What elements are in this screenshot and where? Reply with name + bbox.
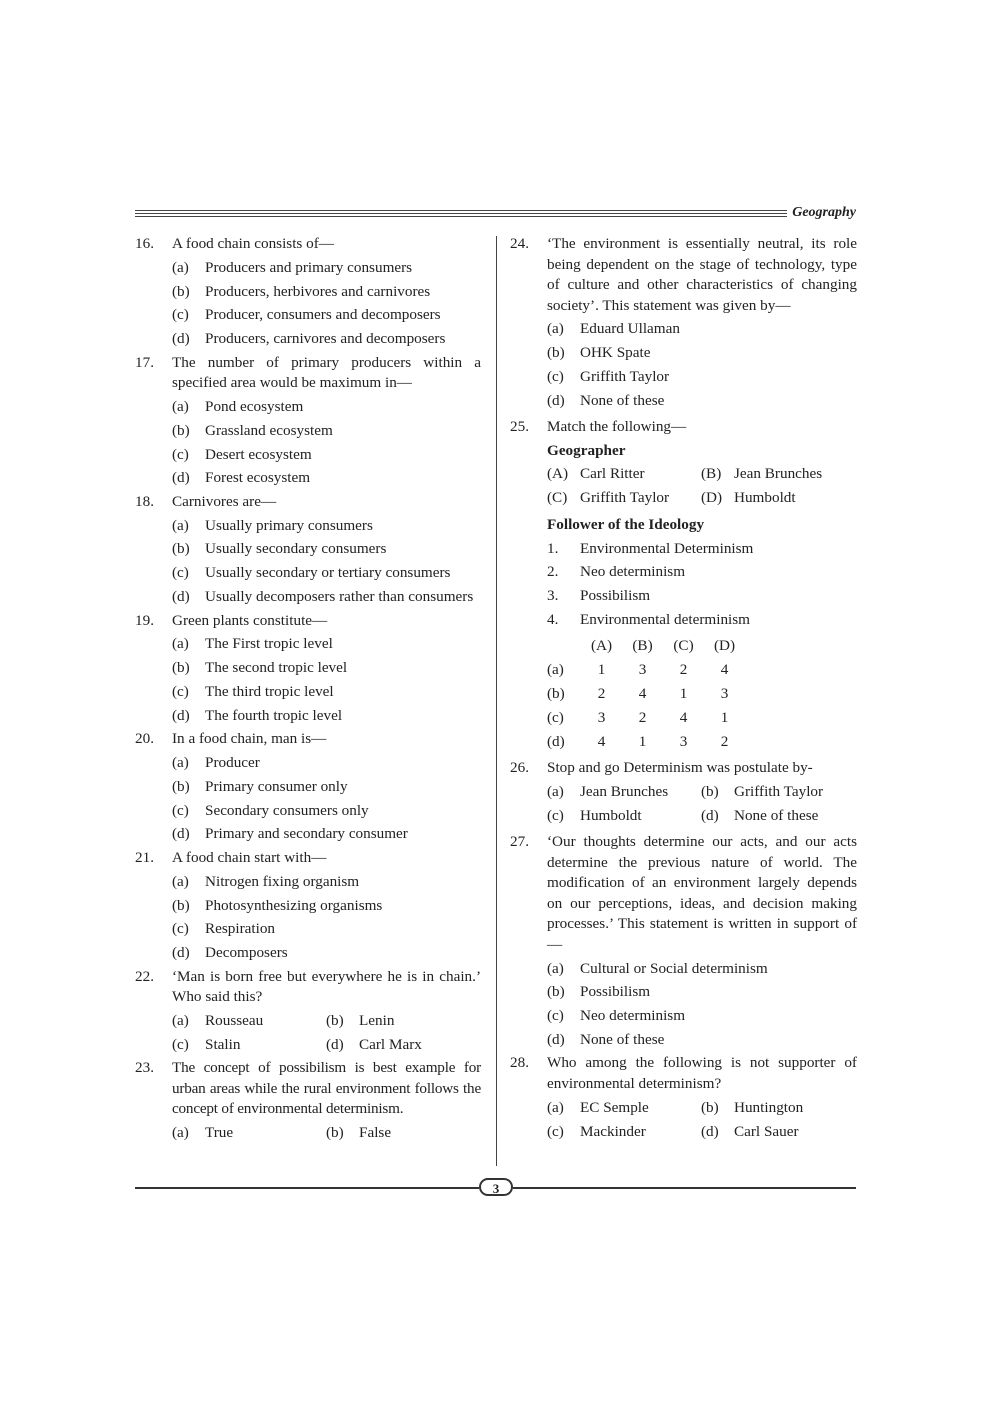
question-text: Who among the following is not supporter of environmental determinism? [547, 1054, 857, 1092]
question-text: ‘The environment is essentially neutral, its role being dependent on the stage of technology, type of culture and other characteristics of changing society’. This statement was given by— [547, 235, 857, 314]
question-text: The number of primary producers within a specified area would be maximum in— [172, 353, 481, 392]
option-item: (a) Producer [172, 753, 481, 774]
answer-cell: 4 [638, 685, 647, 703]
answer-cell: 3 [597, 708, 606, 726]
option-text: Eduard Ullaman [580, 320, 680, 338]
option-item: (d) Decomposers [172, 943, 481, 964]
question-text: Green plants constitute— [172, 611, 328, 629]
option-text: Producers, carnivores and decomposers [205, 330, 446, 348]
column-divider [496, 236, 497, 1166]
option-item: (b) Usually secondary consumers [172, 539, 481, 560]
option-text: Neo determinism [580, 563, 686, 581]
footer-rule-left [135, 1187, 479, 1189]
question-24: 24. ‘The environment is essentially neutral, its role being dependent on the stage of technology, type of culture and other characteristics of changing society’. This statement was given by— (a) Eduard Ullaman (b) OHK Spate (c) Griffith Taylor (d) None of these [510, 234, 857, 411]
answer-cell: 4 [679, 708, 688, 726]
option-item: (d) None of these [547, 391, 857, 412]
option-text: Lenin [359, 1011, 395, 1029]
question-17: 17. The number of primary producers within a specified area would be maximum in— (a) Pond ecosystem (b) Grassland ecosystem (c) Desert ecosystem (d) Forest ecosystem [135, 353, 481, 489]
ideology-item: 4. Environmental determinism [547, 610, 857, 631]
answer-cell: 4 [597, 732, 606, 750]
option-text: None of these [734, 806, 819, 824]
option-text: The First tropic level [205, 635, 333, 653]
option-item: (d) Producers, carnivores and decomposers [172, 329, 481, 350]
option-text: Nitrogen fixing organism [205, 872, 360, 890]
option-text: The second tropic level [205, 659, 348, 677]
option-item: (c) Secondary consumers only [172, 801, 481, 822]
option-text: Possibilism [580, 587, 651, 605]
option-item: (c) Desert ecosystem [172, 445, 481, 466]
question-25: 25. Match the following— Geographer (A) Carl Ritter (B) Jean Brunches (C) Griffith Taylor (D) Humboldt Follower of the Ideology 1. Environmental Determinism 2. Neo determinism 3. Possibilism 4. Environmental determinism (A) (B) (C) (D) (a) 1 3 2 4 (b) 2 4 1 3 (c) 3 2 4 1 (d) 4 1 3 2 [510, 417, 857, 752]
option-item: (b) Photosynthesizing organisms [172, 896, 481, 917]
option-text: Usually decomposers rather than consumers [205, 588, 474, 606]
option-text: Griffith Taylor [580, 489, 670, 507]
option-item: (a) Nitrogen fixing organism [172, 872, 481, 893]
option-item: (a) Cultural or Social determinism [547, 959, 857, 980]
option-text: Mackinder [580, 1122, 646, 1140]
ideology-heading: Follower of the Ideology [547, 515, 705, 533]
option-item: (b) OHK Spate [547, 343, 857, 364]
option-text: Carl Marx [359, 1035, 422, 1053]
page-number: 3 [479, 1178, 513, 1196]
option-item: (d) The fourth tropic level [172, 706, 481, 727]
option-item: (c) The third tropic level [172, 682, 481, 703]
option-text: Secondary consumers only [205, 801, 369, 819]
option-item: (a) Eduard Ullaman [547, 319, 857, 340]
option-text: Carl Sauer [734, 1122, 799, 1140]
option-item: (a) Usually primary consumers [172, 516, 481, 537]
option-text: Producers and primary consumers [205, 258, 413, 276]
option-text: Jean Brunches [580, 782, 669, 800]
question-text: ‘Man is born free but everywhere he is in chain.’ Who said this? [172, 967, 481, 1006]
question-16: 16. A food chain consists of— (a) Producers and primary consumers (b) Producers, herbivores and carnivores (c) Producer, consumers and decomposers (d) Producers, carnivores and decomposers [135, 234, 481, 350]
question-20: 20. In a food chain, man is— (a) Producer (b) Primary consumer only (c) Secondary consumers only (d) Primary and secondary consumer [135, 729, 481, 845]
option-text: Usually primary consumers [205, 516, 373, 534]
answer-cell: 2 [638, 708, 647, 726]
question-18: 18. Carnivores are— (a) Usually primary consumers (b) Usually secondary consumers (c) Usually secondary or tertiary consumers (d) Usually decomposers rather than consumers [135, 492, 481, 608]
ideology-item: 2. Neo determinism [547, 562, 857, 583]
question-27: 27. ‘Our thoughts determine our acts, and our acts determine the previous nature of world. The modification of an environment largely depends on our perceptions, ideas, and decision making processes.’ This statement is written in support of — (a) Cultural or Social determinism (b) Possibilism (c) Neo determinism (d) None of these [510, 832, 857, 1050]
option-text: Primary and secondary consumer [205, 825, 408, 843]
option-text: Neo determinism [580, 1007, 686, 1025]
option-text: Humboldt [580, 806, 642, 824]
answer-cell: 1 [638, 732, 647, 750]
header-subject: Geography [792, 205, 856, 220]
footer-rule-right [513, 1187, 856, 1189]
question-22: 22. ‘Man is born free but everywhere he is in chain.’ Who said this? (a) Rousseau (b) Lenin (c) Stalin (d) Carl Marx [135, 967, 481, 1056]
option-item: (b) Producers, herbivores and carnivores [172, 282, 481, 303]
answer-cell: 2 [597, 685, 606, 703]
option-text: Carl Ritter [580, 465, 645, 483]
option-text: True [205, 1124, 234, 1142]
question-23: 23. The concept of possibilism is best example for urban areas while the rural environment follows the concept of environmental determinism. (a) True (b) False [135, 1058, 481, 1143]
option-text: Grassland ecosystem [205, 421, 333, 439]
option-text: Humboldt [734, 489, 796, 507]
left-column [135, 234, 481, 1147]
option-text: False [359, 1124, 392, 1142]
option-text: Jean Brunches [734, 465, 823, 483]
right-column [510, 234, 857, 1145]
option-text: Cultural or Social determinism [580, 959, 768, 977]
option-item: (a) The First tropic level [172, 634, 481, 655]
option-item: (c) Respiration [172, 919, 481, 940]
option-text: Producers, herbivores and carnivores [205, 282, 431, 300]
option-text: Pond ecosystem [205, 397, 304, 415]
option-item: (b) Primary consumer only [172, 777, 481, 798]
answer-grid-header: (A) (B) (C) (D) [590, 637, 736, 655]
option-text: Environmental Determinism [580, 539, 754, 557]
answer-cell: 3 [638, 661, 647, 679]
option-text: Usually secondary consumers [205, 540, 387, 558]
question-28: 28. Who among the following is not supporter of environmental determinism? (a) EC Semple (b) Huntington (c) Mackinder (d) Carl Sauer [510, 1053, 857, 1142]
option-item: (c) Griffith Taylor [547, 367, 857, 388]
option-text: Producer, consumers and decomposers [205, 306, 441, 324]
option-item: (a) Producers and primary consumers [172, 258, 481, 279]
answer-grid-row: (b) 2 4 1 3 [547, 684, 857, 705]
option-item: (b) Possibilism [547, 982, 857, 1003]
option-text: EC Semple [580, 1098, 649, 1116]
option-text: Possibilism [580, 983, 651, 1001]
question-text: Stop and go Determinism was postulate by- [547, 759, 813, 777]
option-text: None of these [580, 1030, 665, 1048]
option-item: (a) Pond ecosystem [172, 397, 481, 418]
option-text: Decomposers [205, 944, 288, 962]
answer-cell: 1 [720, 708, 729, 726]
option-text: Rousseau [205, 1011, 264, 1029]
option-text: Griffith Taylor [580, 367, 670, 385]
option-item: (d) Primary and secondary consumer [172, 824, 481, 845]
answer-cell: 2 [720, 732, 729, 750]
option-item: (c) Producer, consumers and decomposers [172, 305, 481, 326]
option-text: Respiration [205, 920, 276, 938]
option-item: (d) Usually decomposers rather than consumers [172, 587, 481, 608]
question-text: A food chain consists of— [172, 235, 334, 252]
answer-grid-row: (a) 1 3 2 4 [547, 660, 857, 681]
answer-cell: 3 [720, 685, 729, 703]
option-text: Desert ecosystem [205, 445, 312, 463]
answer-cell: 1 [597, 661, 606, 679]
option-text: Griffith Taylor [734, 782, 824, 800]
geographer-heading: Geographer [547, 441, 626, 459]
option-text: OHK Spate [580, 344, 651, 362]
question-text: ‘Our thoughts determine our acts, and our acts determine the previous nature of world. The modification of an environment largely depends on our perceptions, ideas, and decision making processes.’ This statement is written in support of — [547, 833, 857, 953]
header-rule [135, 210, 787, 219]
question-text: Carnivores are— [172, 492, 277, 510]
option-item: (d) None of these [547, 1030, 857, 1051]
option-text: Forest ecosystem [205, 469, 311, 487]
option-text: Environmental determinism [580, 610, 750, 628]
option-text: Huntington [734, 1098, 804, 1116]
option-text: Stalin [205, 1035, 241, 1053]
answer-cell: 4 [720, 661, 729, 679]
option-text: Primary consumer only [205, 777, 348, 795]
question-19: 19. Green plants constitute— (a) The First tropic level (b) The second tropic level (c) The third tropic level (d) The fourth tropic level [135, 611, 481, 727]
option-item: (b) The second tropic level [172, 658, 481, 679]
option-item: (b) Grassland ecosystem [172, 421, 481, 442]
answer-grid-row: (d) 4 1 3 2 [547, 732, 857, 753]
ideology-item: 3. Possibilism [547, 586, 857, 607]
question-text: Match the following— [547, 418, 687, 436]
option-text: The fourth tropic level [205, 706, 343, 724]
option-text: None of these [580, 391, 665, 409]
option-text: Photosynthesizing organisms [205, 896, 383, 914]
option-text: Usually secondary or tertiary consumers [205, 564, 451, 582]
option-item: (d) Forest ecosystem [172, 468, 481, 489]
question-21: 21. A food chain start with— (a) Nitrogen fixing organism (b) Photosynthesizing organisms (c) Respiration (d) Decomposers [135, 848, 481, 964]
option-item: (c) Usually secondary or tertiary consumers [172, 563, 481, 584]
question-text: A food chain start with— [172, 848, 327, 866]
question-text: In a food chain, man is— [172, 730, 327, 748]
question-text: The concept of possibilism is best example for urban areas while the rural environment follows the concept of environmental determinism. [172, 1059, 481, 1118]
option-text: Producer [205, 754, 260, 772]
option-item: (c) Neo determinism [547, 1006, 857, 1027]
answer-grid-row: (c) 3 2 4 1 [547, 708, 857, 729]
option-text: The third tropic level [205, 682, 334, 700]
answer-cell: 3 [679, 732, 688, 750]
answer-cell: 2 [679, 661, 688, 679]
question-26: 26. Stop and go Determinism was postulate by- (a) Jean Brunches (b) Griffith Taylor (c) Humboldt (d) None of these [510, 758, 857, 826]
answer-cell: 1 [679, 685, 688, 703]
ideology-item: 1. Environmental Determinism [547, 539, 857, 560]
